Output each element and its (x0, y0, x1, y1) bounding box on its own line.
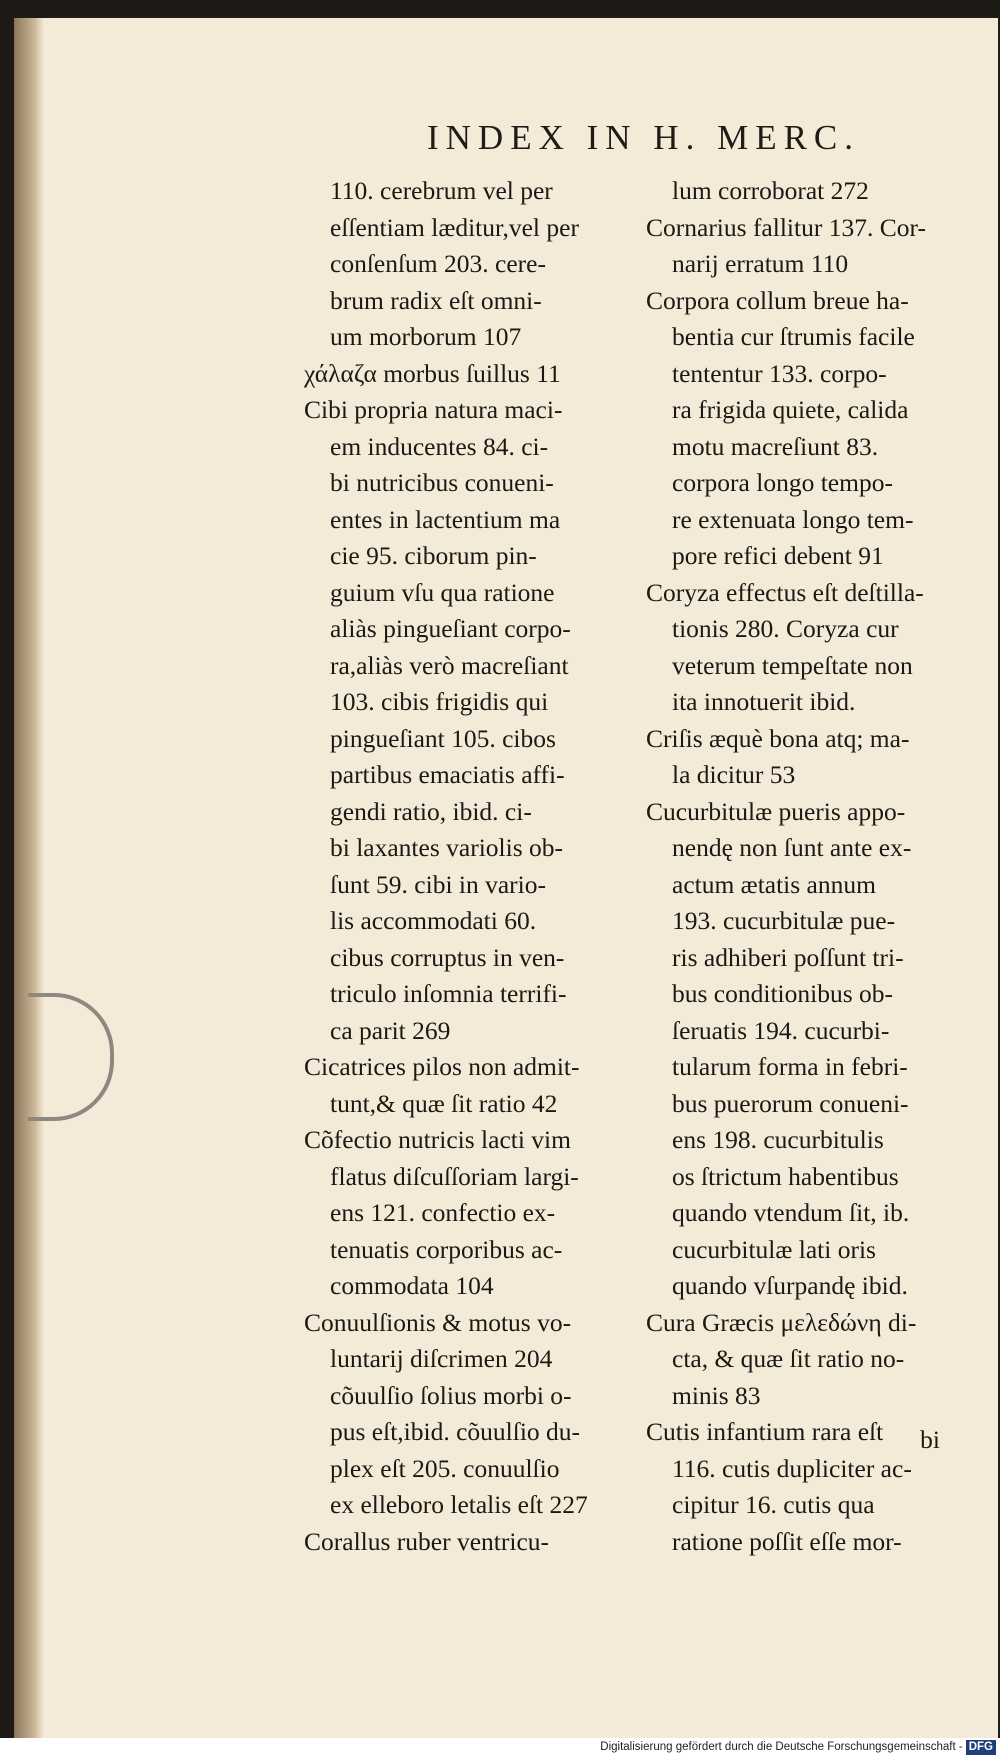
index-line: bus conditionibus ob- (672, 979, 893, 1008)
index-line: ra,aliàs verò macreſiant (330, 650, 569, 680)
index-line: Corallus ruber ventricu- (304, 1526, 550, 1556)
index-line: plex eſt 205. conuulſio (330, 1453, 560, 1483)
index-line: ca parit 269 (330, 1015, 451, 1045)
index-line: minis 83 (672, 1380, 761, 1410)
catchword: bi (920, 1425, 940, 1454)
index-line: quando vtendum ſit, ib. (672, 1198, 910, 1227)
index-line: corpora longo tempo- (672, 468, 893, 497)
index-line: commodata 104 (330, 1271, 494, 1300)
index-line: la dicitur 53 (672, 760, 796, 789)
index-line: tionis 280. Coryza cur (672, 614, 899, 643)
index-line: pus eſt,ibid. cõuulſio du- (330, 1417, 581, 1446)
index-line: pingueſiant 105. cibos (330, 723, 556, 753)
index-line: 193. cucurbitulæ pue- (672, 906, 896, 935)
index-line: bi nutricibus conueni- (330, 468, 554, 497)
index-line: χάλαζα morbus ſuillus 11 (304, 358, 561, 388)
index-line: flatus diſcuſſoriam largi- (330, 1161, 579, 1191)
index-line: cucurbitulæ lati oris (672, 1234, 876, 1264)
index-line: em inducentes 84. ci- (330, 431, 549, 461)
index-line: lum corroborat 272 (672, 176, 869, 205)
index-line: Cicatrices pilos non admit- (304, 1052, 580, 1081)
index-line: narij erratum 110 (672, 249, 849, 278)
index-line: ſunt 59. cibi in vario- (330, 869, 547, 899)
index-line: ens 121. confectio ex- (330, 1198, 556, 1227)
index-line: Criſis æquè bona atq; ma- (646, 723, 910, 753)
index-line: eſſentiam læditur,vel per (330, 212, 579, 242)
index-line: cta, & quæ ſit ratio no- (672, 1344, 905, 1373)
index-line: Conuulſionis & motus vo- (304, 1307, 572, 1337)
dfg-badge: DFG (966, 1740, 996, 1755)
index-line: Cibi propria natura maci- (304, 395, 563, 424)
index-line: lis accommodati 60. (330, 906, 537, 935)
index-line: bi laxantes variolis ob- (330, 833, 563, 862)
page-clip (28, 993, 114, 1121)
book-page (14, 18, 998, 1738)
index-line: ſeruatis 194. cucurbi- (672, 1015, 890, 1045)
left-index-column (304, 173, 650, 1560)
index-line: Cura Græcis μελεδώνη di- (646, 1307, 917, 1337)
index-line: ita innotuerit ibid. (672, 687, 856, 716)
index-line: ris adhiberi poſſunt tri- (672, 942, 904, 972)
index-line: bentia cur ſtrumis facile (672, 322, 915, 351)
footer-credit: Digitalisierung gefördert durch die Deutsche Forschungsgemeinschaft - (600, 1741, 963, 1753)
index-line: Cucurbitulæ pueris appo- (646, 796, 906, 826)
index-line: pore refici debent 91 (672, 541, 884, 570)
index-line: luntarij diſcrimen 204 (330, 1344, 553, 1373)
index-line: Coryza effectus eſt deſtilla- (646, 577, 924, 607)
index-line: entes in lactentium ma (330, 504, 561, 534)
catchword-wrap (614, 1415, 986, 1455)
index-line: os ſtrictum habentibus (672, 1161, 899, 1191)
index-line: Cornarius fallitur 137. Cor- (646, 212, 926, 242)
index-line: cie 95. ciborum pin- (330, 541, 537, 570)
running-header: INDEX IN H. MERC. (427, 118, 861, 157)
index-line: actum ætatis annum (672, 869, 876, 899)
index-line: tunt,& quæ ſit ratio 42 (330, 1088, 558, 1118)
index-line: bus puerorum conueni- (672, 1088, 909, 1118)
digitization-footer (0, 1738, 1000, 1757)
index-line: partibus emaciatis affi- (330, 760, 565, 789)
index-line: ra frigida quiete, calida (672, 395, 909, 424)
index-line: veterum tempeſtate non (672, 650, 913, 680)
index-line: cibus corruptus in ven- (330, 942, 565, 972)
index-line: motu macreſiunt 83. (672, 431, 879, 461)
index-line: ens 198. cucurbitulis (672, 1125, 884, 1154)
index-line: brum radix eſt omni- (330, 285, 542, 315)
index-line: quando vſurpandę ibid. (672, 1271, 908, 1300)
index-line: 103. cibis frigidis qui (330, 687, 549, 716)
index-line: cipitur 16. cutis qua (672, 1490, 875, 1519)
index-line: ex elleboro letalis eſt 227 (330, 1490, 588, 1519)
index-line: Corpora collum breue ha- (646, 285, 909, 315)
index-line: Cutis infantium rara eſt (646, 1417, 884, 1446)
index-line: tularum forma in febri- (672, 1052, 908, 1081)
index-line: tententur 133. corpo- (672, 358, 887, 388)
index-line: re extenuata longo tem- (672, 504, 914, 534)
index-line: um morborum 107 (330, 322, 522, 351)
index-line: aliàs pingueſiant corpo- (330, 614, 571, 643)
index-line: nendę non ſunt ante ex- (672, 833, 912, 862)
index-line: 110. cerebrum vel per (330, 176, 553, 205)
index-line: 116. cutis dupliciter ac- (672, 1453, 912, 1483)
index-line: tenuatis corporibus ac- (330, 1234, 563, 1264)
index-line: ratione poſſit eſſe mor- (672, 1526, 902, 1556)
index-line: gendi ratio, ibid. ci- (330, 796, 532, 826)
right-index-column (646, 173, 1000, 1560)
index-line: conſenſum 203. cere- (330, 249, 546, 278)
index-line: guium vſu qua ratione (330, 577, 555, 607)
index-line: cõuulſio ſolius morbi o- (330, 1380, 572, 1410)
index-line: Cõfectio nutricis lacti vim (304, 1125, 571, 1154)
index-line: triculo inſomnia terrifi- (330, 979, 567, 1008)
